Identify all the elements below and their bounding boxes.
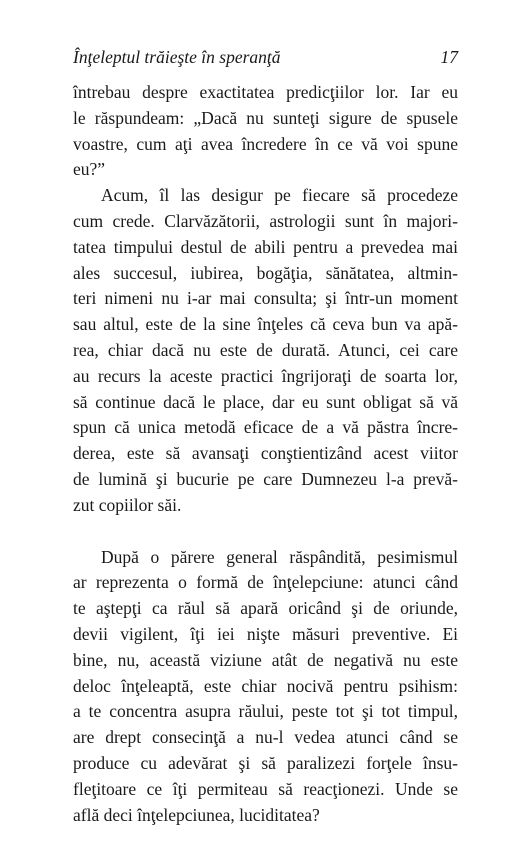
text-line: te aştepţi ca răul să apară oricând şi de oriunde,	[73, 598, 458, 619]
text-line: sau altul, este de la sine înţeles că ceva bun va apă-	[73, 314, 458, 335]
text-line: le răspundeam: „Dacă nu sunteţi sigure de spusele	[73, 107, 458, 128]
text-line: Acum, îl las desigur pe fiecare să procedeze	[101, 185, 458, 206]
text-line: ales succesul, iubirea, bogăţia, sănătatea, altmin-	[73, 262, 458, 283]
text-line: rea, chiar dacă nu este de durată. Atunci, cei care	[73, 339, 458, 360]
running-head	[73, 44, 458, 70]
body-text	[73, 80, 458, 828]
text-line: produce cu adevărat şi să paralizezi forţele însu-	[73, 752, 458, 773]
text-line: întrebau despre exactitatea predicţiilor lor. Iar eu	[73, 82, 458, 102]
text-line: spun că unica metodă eficace de a vă păstra încre-	[73, 417, 458, 438]
text-line: fleţitoare ce îţi permiteau să reacţionezi. Unde se	[73, 778, 458, 799]
text-line: derea, este să avansaţi conştientizând acest viitor	[73, 443, 458, 464]
text-line: bine, nu, această viziune atât de negativă nu este	[73, 649, 458, 670]
book-page	[73, 44, 458, 828]
text-line: zut copiilor săi.	[73, 494, 182, 515]
text-line: de lumină şi bucurie pe care Dumnezeu l-a prevă-	[73, 468, 458, 489]
text-line: să continue dacă le place, dar eu sunt obligat să vă	[73, 391, 458, 412]
text-line: a te concentra asupra răului, peste tot şi tot timpul,	[73, 701, 458, 722]
text-line: ar reprezenta o formă de înţelepciune: atunci când	[73, 572, 458, 593]
paragraph-gap	[73, 519, 458, 545]
text-line: deloc înţeleaptă, este chiar nocivă pentru psihism:	[73, 675, 458, 696]
text-line: voastre, cum aţi avea încredere în ce vă voi spune	[73, 133, 458, 154]
paragraph	[73, 545, 458, 829]
paragraph	[73, 80, 458, 183]
text-line: are drept consecinţă a nu-l vedea atunci când se	[73, 727, 458, 748]
text-line: cum crede. Clarvăzătorii, astrologii sunt în majori-	[73, 210, 458, 231]
text-line: devii vigilent, îţi iei nişte măsuri preventive. Ei	[73, 623, 458, 644]
page-number: 17	[440, 47, 458, 67]
text-line: au recurs la aceste practici îngrijoraţi de soarta lor,	[73, 365, 458, 386]
paragraph	[73, 183, 458, 518]
text-line: tatea timpului destul de abili pentru a prevedea mai	[73, 236, 458, 257]
text-line: află deci înţelepciunea, luciditatea?	[73, 804, 320, 825]
text-line: teri nimeni nu i-ar mai consulta; şi într-un moment	[73, 288, 458, 309]
text-line: eu?”	[73, 159, 106, 180]
text-line: După o părere general răspândită, pesimismul	[101, 546, 458, 567]
running-title: Înţeleptul trăieşte în speranţă	[73, 47, 281, 67]
